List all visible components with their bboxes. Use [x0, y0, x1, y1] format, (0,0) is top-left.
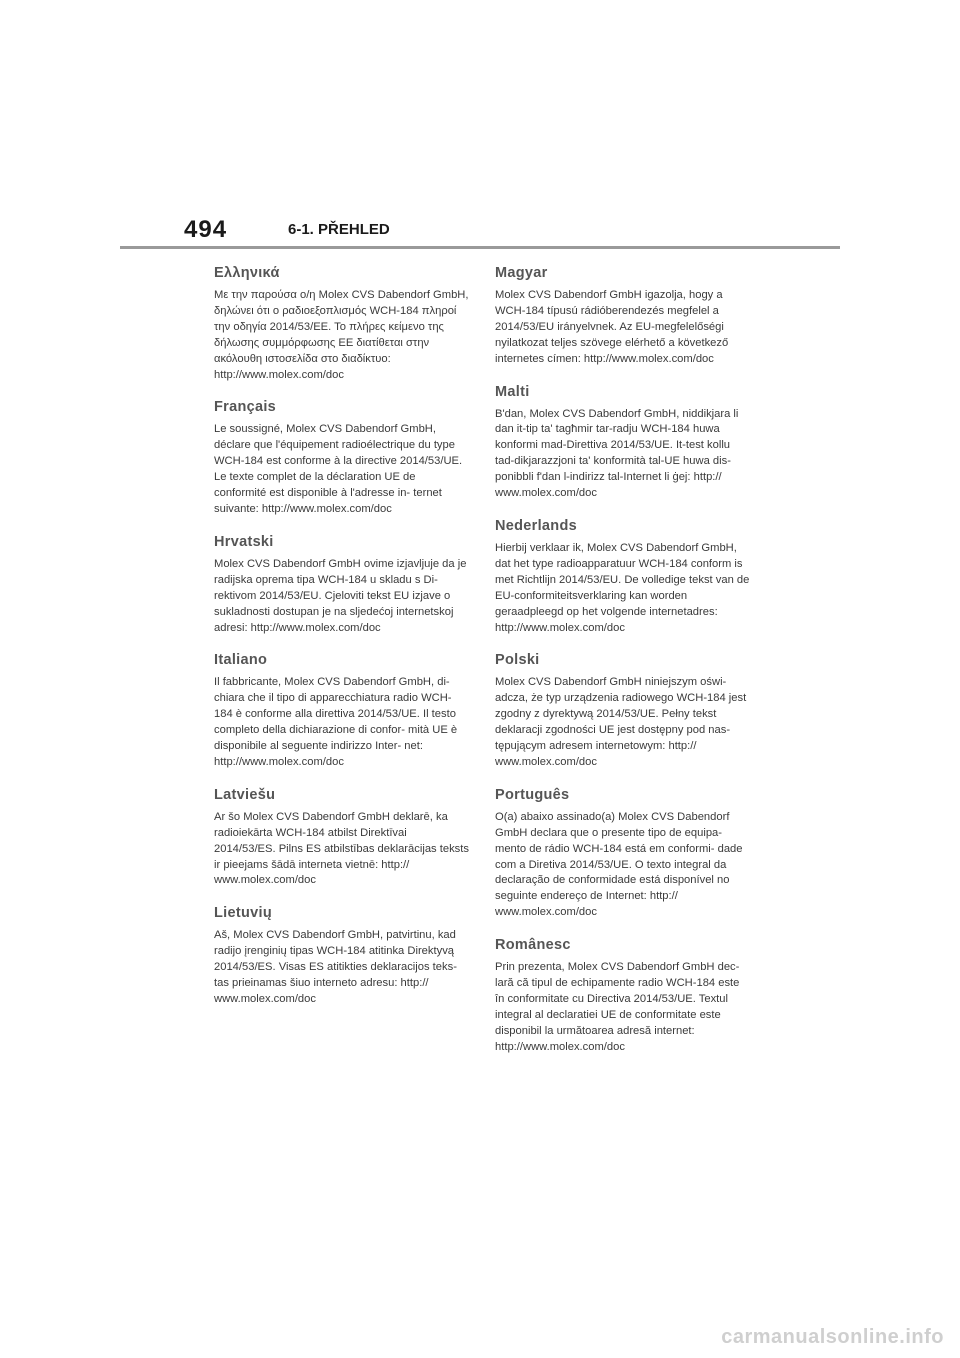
page-number: 494 [184, 216, 228, 243]
section-text: Il fabbricante, Molex CVS Dabendorf GmbH, di- chiara che il tipo di apparecchiatura radio WCH-184 è conforme alla direttiva 2014/53/UE. Il testo completo della dichiarazione di confor- mità UE è disponibile al seguente indirizzo Inter- net: http://www.molex.com/doc [214, 676, 458, 768]
header-rule [120, 246, 840, 249]
lang-section-latvian [214, 786, 470, 890]
section-text: Ar šo Molex CVS Dabendorf GmbH deklarē, ka radioiekārta WCH-184 atbilst Direktīvai 2014/53/ES. Pilns ES atbilstības deklarācijas teksts ir pieejams šādā interneta vietnē: http:// www.molex.com/doc [214, 810, 469, 887]
lang-section-dutch [495, 517, 751, 636]
section-heading: Ελληνικά [214, 265, 280, 281]
section-text: Hierbij verklaar ik, Molex CVS Dabendorf GmbH, dat het type radioapparatuur WCH-184 conform is met Richtlijn 2014/53/EU. De volledige tekst van de EU-conformiteitsverklaring kan worden geraadpleegd op het volgende internetadres: http://www.molex.com/doc [495, 541, 750, 634]
lang-section-portuguese [495, 786, 751, 921]
section-text: Με την παρούσα ο/η Molex CVS Dabendorf GmbH, δηλώνει ότι ο ραδιοεξοπλισμός WCH-184 πληροί την οδηγία 2014/53/ΕΕ. Το πλήρες κείμενο της δήλωσης συμμόρφωσης ΕΕ διατίθεται στην ακόλουθη ιστοσελίδα στο διαδίκτυο: http://www.molex.com/doc [214, 289, 469, 381]
left-column [214, 264, 470, 1023]
right-column [495, 264, 751, 1071]
section-text: O(a) abaixo assinado(a) Molex CVS Dabendorf GmbH declara que o presente tipo de equipa- mento de rádio WCH-184 está em conformi- dade com a Diretiva 2014/53/UE. O texto integral da declaração de conformidade está disponível no seguinte endereço de Internet: http:// www.molex.com/doc [495, 810, 743, 919]
lang-section-french [214, 398, 470, 517]
section-heading: Românesc [495, 937, 571, 954]
section-heading: Latviešu [214, 786, 276, 803]
lang-section-hungarian [495, 264, 751, 368]
section-heading: Nederlands [495, 517, 577, 534]
section-heading: Malti [495, 383, 530, 400]
lang-section-romanian [495, 936, 751, 1055]
section-heading: Italiano [214, 652, 268, 669]
lang-section-croatian [214, 533, 470, 637]
lang-section-greek [214, 264, 470, 383]
section-heading: Português [495, 786, 570, 803]
section-heading: Polski [495, 652, 540, 669]
lang-section-lithuanian [214, 904, 470, 1008]
section-text: Aš, Molex CVS Dabendorf GmbH, patvirtinu, kad radijo įrenginių tipas WCH-184 atitinka Direktyvą 2014/53/ES. Visas ES atitikties deklaracijos teks- tas prieinamas šiuo interneto adresu: http:// www.molex.com/doc [214, 929, 457, 1005]
section-text: Molex CVS Dabendorf GmbH ovime izjavljuje da je radijska oprema tipa WCH-184 u skladu s Di- rektivom 2014/53/EU. Cjeloviti tekst EU izjave o sukladnosti dostupan je na sljedećoj internetskoj adresi: http://www.molex.com/doc [214, 557, 467, 634]
section-heading: Magyar [495, 265, 548, 281]
section-text: Le soussigné, Molex CVS Dabendorf GmbH, déclare que l'équipement radioélectrique du type WCH-184 est conforme à la directive 2014/53/UE. Le texte complet de la déclaration UE de conformité est disponible à l'adresse in- ternet suivante: http://www.molex.com/doc [214, 423, 463, 515]
section-heading: Français [214, 399, 277, 416]
section-title: 6-1. PŘEHLED [288, 221, 390, 238]
section-text: B'dan, Molex CVS Dabendorf GmbH, niddikjara li dan it-tip ta' tagħmir tar-radju WCH-184 huwa konformi mad-Direttiva 2014/53/UE. It-test kollu tad-dikjarazzjoni ta' konformità tal-UE huwa dis- ponibbli f'dan l-indirizz tal-Internet li ġej: http:// www.molex.com/doc [495, 407, 739, 500]
lang-section-italian [214, 651, 470, 770]
section-heading: Lietuvių [214, 905, 272, 922]
section-heading: Hrvatski [214, 533, 274, 550]
section-text: Molex CVS Dabendorf GmbH igazolja, hogy a WCH-184 típusú rádióberendezés megfelel a 2014/53/EU irányelvnek. Az EU-megfelelőségi nyilatkozat teljes szövege elérhető a következő internetes címen: http://www.molex.com/doc [495, 289, 729, 365]
section-text: Prin prezenta, Molex CVS Dabendorf GmbH dec- lară că tipul de echipamente radio WCH-184 este în conformitate cu Directiva 2014/53/UE. Textul integral al declaratiei UE de conformitate este disponibil la următoarea adresă internet: http://www.molex.com/doc [495, 961, 740, 1053]
section-text: Molex CVS Dabendorf GmbH niniejszym oświ- adcza, że typ urządzenia radiowego WCH-184 jest zgodny z dyrektywą 2014/53/UE. Pełny tekst deklaracji zgodności UE jest dostępny pod nas- tępującym adresem internetowym: http:// www.molex.com/doc [495, 676, 747, 768]
lang-section-maltese [495, 383, 751, 502]
lang-section-polish [495, 651, 751, 770]
watermark-logo: carmanualsonline.info [721, 1326, 944, 1348]
